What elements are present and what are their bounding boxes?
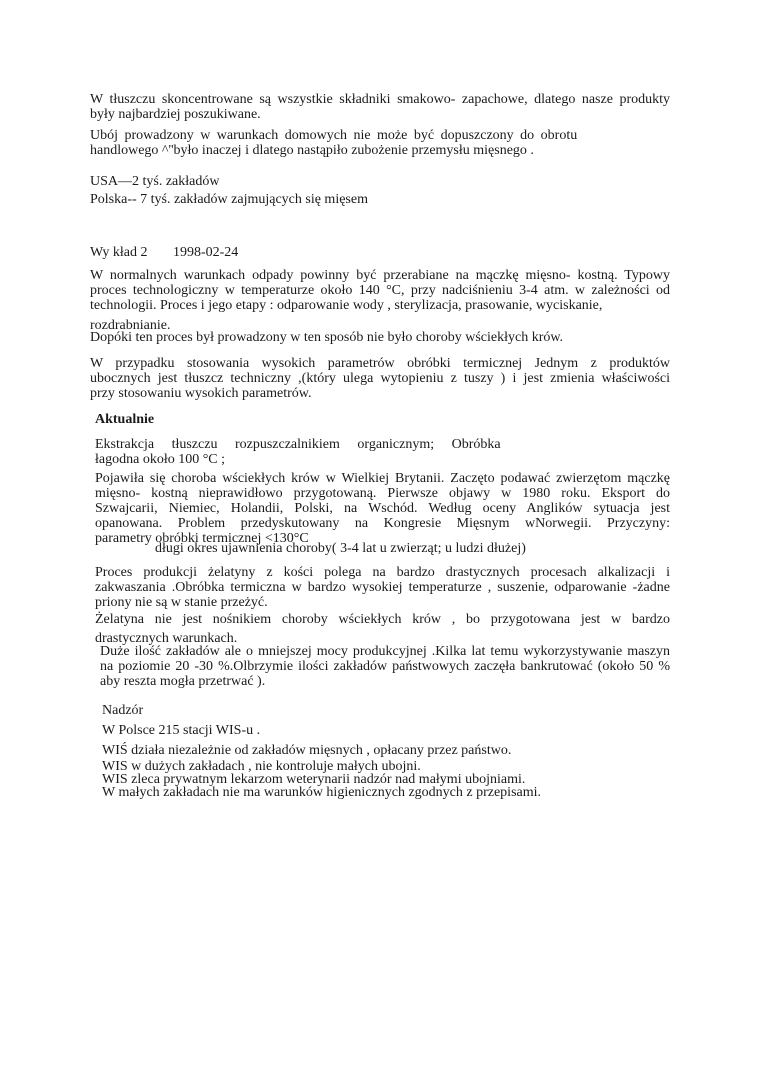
text-line: Dopóki ten proces był prowadzony w ten sposób nie było choroby wściekłych krów. [90, 330, 564, 345]
text-line: Żelatyna nie jest nośnikiem choroby wściekłych krów , bo przygotowana jest w bardzo [95, 612, 670, 627]
text-line: Proces produkcji żelatyny z kości polega na bardzo drastycznych procesach alkalizacji i [95, 565, 670, 580]
text-line: na poziomie 20 -30 %.Olbrzymie ilości zakładów państwowych zaczęła bankrutować (około 50 % [100, 659, 670, 674]
text-line: WIS w dużych zakładach , nie kontroluje małych ubojni. [102, 759, 421, 774]
text-line: handlowego ^''było inaczej i dlatego nastąpiło zubożenie przemysłu mięsnego . [90, 143, 534, 158]
text-line: rozdrabnianie. [90, 318, 171, 333]
plant-statistics [90, 173, 368, 209]
text-line: długi okres ujawnienia choroby( 3-4 lat u zwierząt; u ludzi dłużej) [155, 541, 526, 556]
text-line: mięsno- kostną nieprawidłowo przygotowaną. Pierwsze objawy w 1980 roku. Eksport do [95, 486, 670, 501]
text-line: opanowana. Problem przedyskutowany na Kongresie Mięsnym wNorwegii. Przyczyny: [95, 516, 670, 531]
paragraph-extraction [95, 437, 501, 467]
text-line: Ekstrakcja tłuszczu rozpuszczalnikiem organicznym; Obróbka [95, 437, 501, 452]
stat-usa: USA—2 tyś. zakładów [90, 174, 220, 189]
text-line: W tłuszczu skoncentrowane są wszystkie składniki smakowo- zapachowe, dlatego nasze produkty [90, 92, 670, 107]
paragraph-home-slaughter [90, 128, 577, 158]
text-line: łagodna około 100 °C ; [95, 452, 226, 467]
text-line: parametry obróbki termicznej <130°C [95, 531, 309, 546]
supervision-title: Nadzór [102, 703, 144, 718]
text-line: proces technologiczny w temperaturze około 140 °C, przy nadciśnieniu 3-4 atm. w zależności od [90, 283, 670, 298]
paragraph-plant-capacity [100, 644, 670, 689]
text-line: W małych zakładach nie ma warunków higienicznych zgodnych z przepisami. [102, 785, 542, 800]
paragraph-incubation [155, 541, 526, 556]
lecture-label: Wy kład 2 [90, 245, 148, 260]
paragraph-bse-outbreak [95, 471, 670, 546]
text-line: Pojawiła się choroba wściekłych krów w Wielkiej Brytanii. Zaczęto podawać zwierzętom mączkę [95, 471, 670, 486]
text-line: zakwaszania .Obróbka termiczna w bardzo wysokiej temperaturze , suszenie, odparowanie -żadne [95, 580, 670, 595]
text-line: ubocznych jest tłuszcz techniczny ,(który ulega wytopieniu z tuszy ) i jest zmienia właściwości [90, 371, 670, 386]
text-line: drastycznych warunkach. [95, 631, 238, 646]
lecture-date: 1998-02-24 [172, 245, 239, 260]
text-line: aby reszta mogła przetrwać ). [100, 674, 266, 689]
text-line: WIŚ działa niezależnie od zakładów mięsnych , opłacany przez państwo. [102, 743, 512, 758]
text-line: były najbardziej poszukiwane. [90, 107, 261, 122]
text-line: Ubój prowadzony w warunkach domowych nie może być dopuszczony do obrotu [90, 128, 578, 143]
text-line: W Polsce 215 stacji WIS-u . [102, 723, 261, 738]
lecture-header [90, 245, 238, 260]
section-heading-current: Aktualnie [95, 412, 155, 427]
paragraph-fat-flavour [90, 92, 670, 122]
text-line: technologii. Proces i jego etapy : odparowanie wody , sterylizacja, prasowanie, wyciskanie, [90, 298, 603, 313]
text-line: W przypadku stosowania wysokich parametrów obróbki termicznej Jednym z produktów [90, 356, 670, 371]
paragraph-no-bse [90, 330, 563, 345]
paragraph-gelatin [95, 565, 670, 646]
paragraph-waste-processing [90, 268, 670, 333]
text-line: W normalnych warunkach odpady powinny być przerabiane na mączkę mięsno- kostną. Typowy [90, 268, 670, 283]
supervision-section [102, 703, 541, 799]
stat-poland: Polska-- 7 tyś. zakładów zajmujących się mięsem [90, 192, 368, 207]
text-line: przy stosowaniu wysokich parametrów. [90, 386, 312, 401]
text-line: Szwajcarii, Niemiec, Holandii, Polski, na Wschód. Według oceny Anglików sytuacja jest [95, 501, 670, 516]
text-line: Duże ilość zakładów ale o mniejszej mocy produkcyjnej .Kilka lat temu wykorzystywanie maszyn [100, 644, 670, 659]
text-line: priony nie są w stanie przeżyć. [95, 595, 268, 610]
paragraph-high-parameters [90, 356, 670, 401]
text-line: WIS zleca prywatnym lekarzom weterynarii nadzór nad małymi ubojniami. [102, 772, 526, 787]
